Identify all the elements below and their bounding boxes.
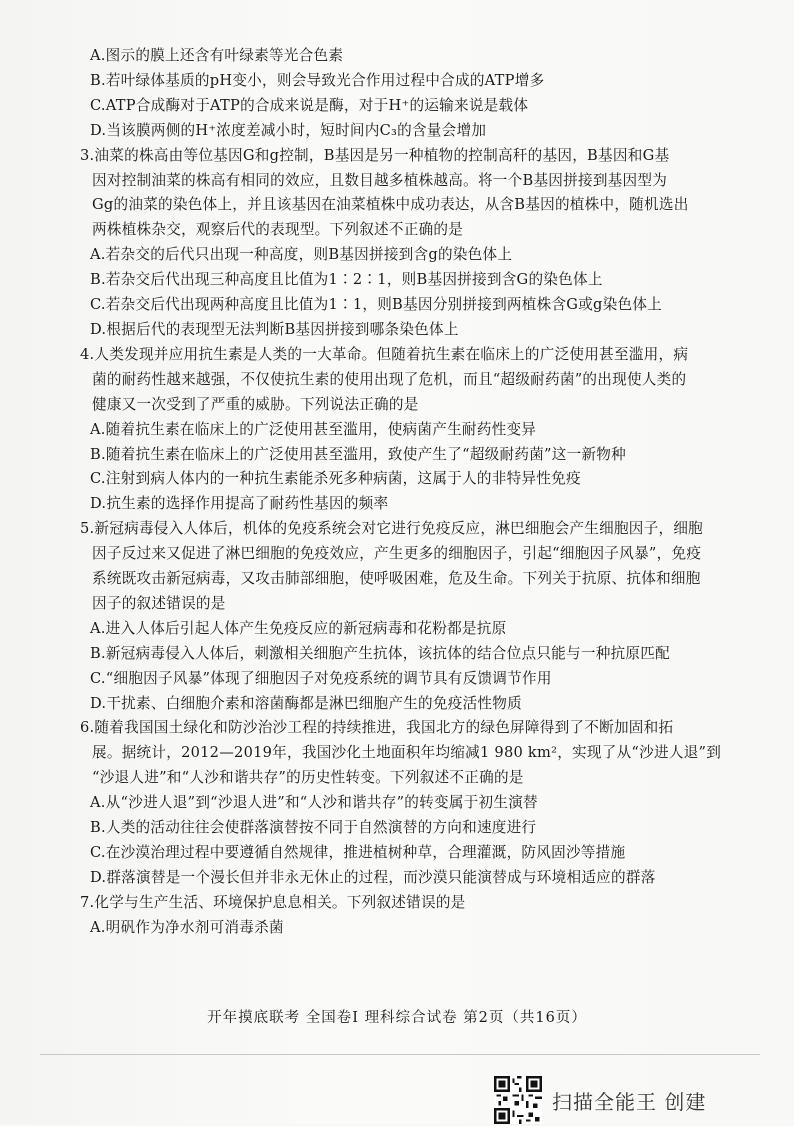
question-3-stem: 两株植株杂交，观察后代的表现型。下列叙述不正确的是 [92,221,464,239]
option-line: C.ATP合成酶对于ATP的合成来说是酶，对于H⁺的运输来说是载体 [90,96,529,114]
option-line: D.干扰素、白细胞介素和溶菌酶都是淋巴细胞产生的免疫活性物质 [90,694,522,712]
question-5-stem: 因子的叙述错误的是 [92,594,226,612]
option-line: C.在沙漠治理过程中要遵循自然规律，推进植树种草，合理灌溉，防风固沙等措施 [90,844,626,861]
option-line: D.群落演替是一个漫长但并非永无休止的过程，而沙漠只能演替成与环境相适应的群落 [90,868,656,886]
option-line: C.注射到病人体内的一种抗生素能杀死多种病菌，这属于人的非特异性免疫 [90,470,581,488]
footer-divider [40,1054,760,1055]
option-line: B.随着抗生素在临床上的广泛使用甚至滥用，致使产生了“超级耐药菌”这一新物种 [90,445,626,463]
question-6-stem: 展。据统计，2012—2019年，我国沙化土地面积年均缩减1 980 km²，实现了从“沙进人退”到 [92,744,722,762]
option-line: A.进入人体后引起人体产生免疫反应的新冠病毒和花粉都是抗原 [90,619,507,637]
option-line: C.若杂交后代出现两种高度且比值为1∶1，则B基因分别拼接到两植株含G或g染色体上 [90,296,663,314]
option-line: A.若杂交的后代只出现一种高度，则B基因拼接到含g的染色体上 [90,246,513,264]
option-line: A.从“沙进人退”到“沙退人进”和“人沙和谐共存”的转变属于初生演替 [90,794,538,812]
page-content [64,44,744,941]
option-line: A.明矾作为净水剂可消毒杀菌 [90,918,284,936]
option-line: D.当该膜两侧的H⁺浓度差减小时，短时间内C₃的含量会增加 [90,121,487,139]
question-6-stem: “沙退人进”和“人沙和谐共存”的历史性转变。下列叙述不正确的是 [92,769,524,787]
watermark-text: 扫描全能王 创建 [552,1090,707,1114]
question-5-stem: 因子反过来又促进了淋巴细胞的免疫效应，产生更多的细胞因子，引起“细胞因子风暴”，免疫 [92,545,702,563]
option-line: B.若叶绿体基质的pH变小，则会导致光合作用过程中合成的ATP增多 [90,71,545,89]
question-7-stem: 7.化学与生产生活、环境保护息息相关。下列叙述错误的是 [80,893,466,911]
question-5-stem: 5.新冠病毒侵入人体后，机体的免疫系统会对它进行免疫反应，淋巴细胞会产生细胞因子，细胞 [80,520,704,538]
question-3-stem: 3.油菜的株高由等位基因G和g控制，B基因是另一种植物的控制高秆的基因，B基因和G基 [80,146,670,164]
page-footer: 开年摸底联考 全国卷Ⅰ 理科综合试卷 第2页（共16页） [207,1010,587,1026]
qr-code-icon [494,1076,542,1124]
option-line: A.随着抗生素在临床上的广泛使用甚至滥用，使病菌产生耐药性变异 [90,420,537,438]
question-4-stem: 4.人类发现并应用抗生素是人类的一大革命。但随着抗生素在临床上的广泛使用甚至滥用，病 [80,345,689,363]
option-line: A.图示的膜上还含有叶绿素等光合色素 [90,47,344,64]
option-line: B.人类的活动往往会使群落演替按不同于自然演替的方向和速度进行 [90,819,537,837]
question-4-stem: 健康又一次受到了严重的威胁。下列说法正确的是 [92,395,419,413]
option-line: B.新冠病毒侵入人体后，刺激相关细胞产生抗体，该抗体的结合位点只能与一种抗原匹配 [90,644,670,662]
question-3-stem: Gg的油菜的染色体上，并且该基因在油菜植株中成功表达，从含B基因的植株中，随机选出 [92,196,689,214]
question-3-stem: 因对控制油菜的株高有相同的效应，且数目越多植株越高。将一个B基因拼接到基因型为 [92,171,668,189]
option-line: D.根据后代的表现型无法判断B基因拼接到哪条染色体上 [90,320,459,338]
question-4-stem: 菌的耐药性越来越强，不仅使抗生素的使用出现了危机，而且“超级耐药菌”的出现使人类的 [92,370,687,388]
option-line: C.“细胞因子风暴”体现了细胞因子对免疫系统的调节具有反馈调节作用 [90,669,552,687]
scanner-watermark [494,1076,734,1126]
question-5-stem: 系统既攻击新冠病毒，又攻击肺部细胞，使呼吸困难，危及生命。下列关于抗原、抗体和细胞 [92,570,701,588]
option-line: D.抗生素的选择作用提高了耐药性基因的频率 [90,495,389,513]
question-6-stem: 6.随着我国国土绿化和防沙治沙工程的持续推进，我国北方的绿色屏障得到了不断加固和拓 [80,719,674,737]
option-line: B.若杂交后代出现三种高度且比值为1∶2∶1，则B基因拼接到含G的染色体上 [90,271,603,289]
